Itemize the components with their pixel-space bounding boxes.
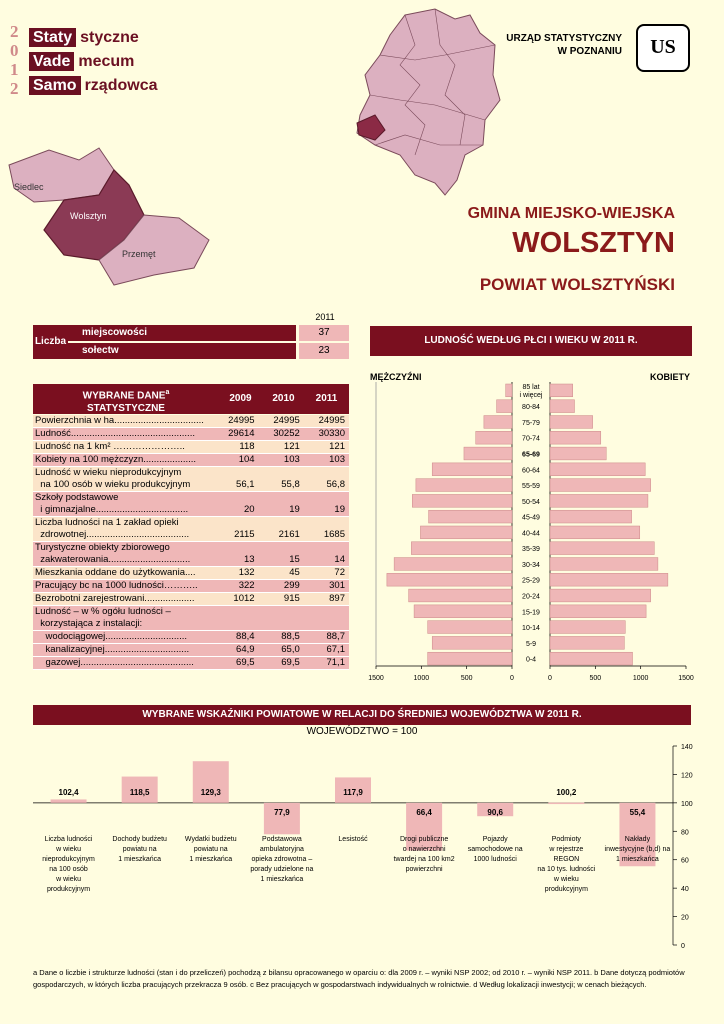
row-label-line: gazowej...........................................	[35, 657, 194, 668]
row-value: 69,5	[281, 657, 300, 668]
row-value: 56,1	[236, 479, 255, 490]
brand-tail: rządowca	[84, 77, 158, 94]
indicator-label: 1 mieszkańca	[616, 855, 659, 863]
liczba-row-label: miejscowości	[82, 327, 148, 338]
row-label-line: Bezrobotni zarejestrowani...................	[35, 593, 195, 604]
pyramid-bar-women	[550, 384, 573, 397]
pyramid-bar-men	[428, 652, 512, 665]
indicator-label: Nakłady	[624, 835, 651, 843]
pyramid-bar-women	[550, 573, 668, 586]
office-line1: URZĄD STATYSTYCZNY	[506, 33, 622, 44]
pyramid-bar-women	[550, 542, 654, 555]
year-digit: 1	[10, 60, 19, 79]
pyramid-bar-women	[550, 463, 645, 476]
row-label	[33, 441, 213, 453]
pyramid-bar-men	[409, 589, 512, 602]
table-row	[33, 454, 349, 467]
pyramid-bar-women	[550, 416, 593, 429]
x-tick-label: 0	[510, 675, 514, 682]
row-label	[33, 567, 213, 579]
row-value: 71,1	[326, 657, 345, 668]
indicator-label: Pojazdy	[482, 835, 508, 843]
county-name: POWIAT WOLSZTYŃSKI	[479, 275, 675, 294]
row-label	[33, 580, 213, 592]
row-value: 20	[243, 504, 255, 515]
row-value: 104	[238, 454, 255, 465]
age-label: 30-34	[522, 561, 540, 569]
liczba-label: Liczba	[33, 325, 68, 359]
table-row	[33, 542, 349, 567]
row-label	[33, 517, 213, 541]
table-row	[33, 657, 349, 670]
brand-box: Samo	[29, 76, 81, 95]
age-label: 75-79	[522, 419, 540, 427]
indicator-label: 1000 ludności	[473, 855, 517, 863]
age-label: 20-24	[522, 593, 540, 601]
indicator-label: twardej na 100 km2	[393, 855, 455, 863]
pyramid-bar-men	[428, 621, 512, 634]
table-row	[33, 631, 349, 644]
row-value: 121	[329, 441, 345, 452]
row-label-line: wodociągowej...............................	[35, 631, 188, 642]
row-value: 15	[289, 554, 300, 565]
row-value: 103	[329, 454, 345, 465]
row-value: 301	[329, 580, 345, 591]
unit-name: WOLSZTYN	[512, 227, 675, 259]
pyramid-bar-women	[550, 652, 633, 665]
y-tick-label: 20	[681, 914, 689, 922]
office-name	[470, 32, 622, 58]
row-value: 72	[334, 567, 345, 578]
indicator-value: 118,5	[129, 787, 150, 797]
row-value: 13	[243, 554, 255, 565]
unit-type: GMINA MIEJSKO-WIEJSKA	[467, 205, 675, 222]
office-line2: W POZNANIU	[557, 46, 622, 57]
liczba-year: 2011	[315, 312, 335, 322]
row-value: 897	[329, 593, 345, 604]
liczba-row	[68, 325, 296, 341]
pyramid-right-label: KOBIETY	[649, 372, 690, 382]
brand-tail: styczne	[80, 29, 139, 46]
population-pyramid	[360, 366, 700, 691]
pyramid-bar-women	[550, 605, 646, 618]
row-value: 103	[283, 454, 300, 465]
row-value: 30252	[273, 428, 300, 439]
table-row	[33, 467, 349, 492]
pyramid-bar-men	[497, 400, 512, 413]
indicator-value: 129,3	[200, 787, 221, 797]
row-value: 24995	[273, 415, 300, 426]
logo-text: US	[650, 36, 676, 58]
brand-tail: mecum	[78, 53, 135, 70]
year-header: 2010	[272, 393, 295, 404]
brand-box: Vade	[29, 52, 74, 71]
indicator-label: 1 mieszkańca	[118, 855, 162, 863]
table-row	[33, 580, 349, 593]
pyramid-bar-men	[411, 542, 512, 555]
liczba-row	[68, 343, 296, 359]
x-tick-label: 1500	[368, 675, 384, 682]
row-value: 1685	[323, 529, 345, 540]
map-label-siedlec: Siedlec	[14, 182, 44, 192]
age-label: 50-54	[522, 498, 540, 506]
indicator-label: ambulatoryjna	[259, 845, 304, 853]
indicator-label: produkcyjnym	[46, 885, 91, 893]
row-value: 65,0	[281, 644, 300, 655]
indicator-bar	[548, 803, 584, 805]
table-row	[33, 606, 349, 631]
y-tick-label: 40	[681, 886, 689, 894]
row-label	[33, 644, 213, 656]
row-value: 45	[289, 567, 300, 578]
indicator-label: w wieku	[553, 875, 579, 883]
row-label	[33, 631, 213, 643]
brand-year	[10, 22, 26, 98]
pyramid-bar-men	[387, 573, 512, 586]
row-label-line: Ludność – w % ogółu ludności –	[35, 606, 171, 617]
indicator-value: 102,4	[58, 787, 79, 797]
x-tick-label: 1500	[678, 675, 694, 682]
indicator-label: porady udzielone na	[250, 865, 314, 873]
year-digit: 2	[10, 79, 19, 98]
age-label: 15-19	[522, 609, 540, 617]
selected-data-table	[33, 415, 349, 670]
row-value: 2161	[278, 529, 300, 540]
selected-title-line1: WYBRANE DANE	[82, 390, 166, 402]
indicator-bar	[51, 799, 87, 802]
map-label-wolsztyn: Wolsztyn	[70, 211, 107, 221]
pyramid-bar-men	[412, 494, 512, 507]
pyramid-title: LUDNOŚĆ WEDŁUG PŁCI I WIEKU W 2011 R.	[370, 326, 692, 356]
row-value: 24995	[318, 415, 345, 426]
pyramid-bar-men	[432, 636, 512, 649]
row-value: 915	[283, 593, 300, 604]
selected-data-title	[33, 384, 219, 414]
row-label	[33, 657, 213, 669]
pyramid-bar-men	[432, 463, 512, 476]
footnote-line: gospodarczych, w których liczba pracujących przekracza 9 osób. c Bez pracujących w gospodarstwach indywidualnych w rolnictwie. d Według lokalizacji inwestycji; w cenach bieżących.	[33, 980, 647, 989]
row-label-line: Powierzchnia w ha..................................	[35, 415, 204, 426]
pyramid-bar-men	[506, 384, 512, 397]
pyramid-bar-women	[550, 558, 658, 571]
x-tick-label: 0	[548, 675, 552, 682]
pyramid-bar-men	[420, 526, 512, 539]
table-row	[33, 517, 349, 542]
pyramid-left-label: MĘŻCZYŹNI	[370, 372, 422, 382]
row-value: 132	[238, 567, 255, 578]
pyramid-bar-women	[550, 479, 651, 492]
indicator-value: 90,6	[487, 807, 504, 817]
indicator-label: na 10 tys. ludności	[537, 865, 596, 873]
pyramid-bar-men	[394, 558, 512, 571]
y-tick-label: 140	[681, 744, 693, 751]
row-label	[33, 542, 213, 566]
age-label: 85 lat	[522, 384, 540, 391]
row-value: 55,8	[281, 479, 300, 490]
pyramid-bar-women	[550, 510, 632, 523]
x-tick-label: 1000	[413, 675, 430, 682]
x-tick-label: 500	[589, 675, 602, 682]
indicators-title: WYBRANE WSKAŹNIKI POWIATOWE W RELACJI DO ŚREDNIEJ WOJEWÓDZTWA W 2011 R.	[33, 705, 691, 725]
indicator-label: Drogi publiczne	[399, 835, 449, 843]
row-value: 88,7	[326, 631, 345, 642]
x-tick-label: 500	[460, 675, 473, 682]
year-digit: 2	[10, 22, 19, 41]
pyramid-bar-men	[416, 479, 512, 492]
age-label: i więcej	[519, 392, 543, 399]
row-value: 69,5	[236, 657, 255, 668]
indicator-label: Lesistość	[338, 835, 368, 843]
table-row	[33, 428, 349, 441]
indicator-label: 1 mieszkańca	[260, 875, 304, 883]
indicator-label: opieka zdrowotna –	[251, 855, 313, 863]
indicator-label: nieprodukcyjnym	[42, 855, 95, 863]
row-label	[33, 467, 213, 491]
indicator-label: Wydatki budżetu	[184, 835, 237, 843]
pyramid-bar-men	[476, 431, 512, 444]
indicator-label: produkcyjnym	[544, 885, 588, 893]
row-label-line: Pracujący bc na 1000 ludności………..	[35, 580, 198, 591]
age-label: 35-39	[522, 546, 540, 554]
indicator-label: w wieku	[56, 845, 82, 853]
liczba-row-label: sołectw	[82, 345, 119, 356]
indicator-value: 117,9	[343, 787, 363, 797]
selected-data-header	[33, 384, 349, 414]
row-label-line: Mieszkania oddane do użytkowania....	[35, 567, 196, 578]
x-tick-label: 1000	[632, 675, 649, 682]
indicator-label: Dochody budżetu	[112, 835, 167, 843]
brand-line	[29, 74, 162, 98]
age-label: 10-14	[522, 625, 540, 633]
row-label	[33, 606, 213, 630]
indicator-label: Podmioty	[551, 835, 581, 843]
pyramid-bar-women	[550, 494, 648, 507]
liczba-value: 37	[299, 325, 349, 341]
table-row	[33, 415, 349, 428]
indicator-label: na 100 osób	[49, 865, 88, 873]
indicator-label: powiatu na	[122, 845, 157, 853]
row-label-line: Turystyczne obiekty zbiorowego	[35, 542, 170, 553]
liczba-value: 23	[299, 343, 349, 359]
indicator-label: samochodowe na	[467, 845, 523, 853]
y-tick-label: 120	[681, 772, 693, 780]
row-label	[33, 492, 213, 516]
row-value: 121	[283, 441, 300, 452]
y-tick-label: 100	[681, 800, 693, 808]
pyramid-bar-women	[550, 621, 625, 634]
row-label	[33, 454, 213, 466]
year-header: 2009	[229, 393, 252, 404]
row-value: 88,5	[281, 631, 300, 642]
row-value: 19	[334, 504, 345, 515]
row-value: 64,9	[236, 644, 255, 655]
row-label-line: Ludność w wieku nieprodukcyjnym	[35, 467, 182, 478]
pyramid-bar-women	[550, 589, 651, 602]
age-label: 60-64	[522, 467, 540, 475]
table-row	[33, 593, 349, 606]
indicator-label: o nawierzchni	[402, 845, 446, 853]
indicator-label: w rejestrze	[549, 845, 584, 853]
table-row	[33, 567, 349, 580]
row-value: 88,4	[236, 631, 255, 642]
row-label-line: Liczba ludności na 1 zakład opieki	[35, 517, 179, 528]
map-label-przemet: Przemęt	[122, 249, 156, 259]
row-label-line: kanalizacyjnej................................	[35, 644, 190, 655]
indicator-value: 66,4	[416, 807, 432, 817]
row-label	[33, 593, 213, 605]
pyramid-bar-women	[550, 400, 574, 413]
row-value: 299	[283, 580, 300, 591]
year-digit: 0	[10, 41, 19, 60]
row-value: 19	[289, 504, 300, 515]
indicator-value: 77,9	[274, 807, 290, 817]
pyramid-bar-men	[464, 447, 512, 460]
table-row	[33, 492, 349, 517]
age-label: 65-69	[522, 451, 540, 459]
brand-box: Staty	[29, 28, 76, 47]
indicators-subtitle: WOJEWÓDZTWO = 100	[306, 726, 418, 737]
indicator-label: w wieku	[56, 875, 82, 883]
brand-logo	[29, 26, 162, 98]
indicator-label: 1 mieszkańca	[189, 855, 233, 863]
footnotes	[33, 967, 693, 991]
age-label: 40-44	[522, 530, 540, 538]
row-label-line: Ludność...............................................	[35, 428, 195, 439]
indicator-label: REGON	[553, 855, 580, 863]
row-value: 30330	[318, 428, 345, 439]
row-label-line: zakwaterowania...............................	[35, 554, 191, 565]
selected-title-sup: a	[165, 389, 170, 396]
pyramid-bar-women	[550, 447, 606, 460]
row-value: 322	[238, 580, 255, 591]
y-tick-label: 0	[681, 943, 685, 950]
indicator-label: powierzchni	[405, 865, 443, 873]
age-label: 80-84	[522, 404, 540, 412]
age-label: 25-29	[522, 577, 540, 585]
row-value: 14	[334, 554, 345, 565]
pyramid-bar-men	[414, 605, 512, 618]
row-value: 2115	[234, 529, 255, 540]
row-label-line: na 100 osób w wieku produkcyjnym	[35, 479, 191, 490]
pyramid-bar-women	[550, 636, 624, 649]
row-value: 67,1	[326, 644, 345, 655]
row-value: 118	[239, 441, 255, 452]
age-label: 0-4	[525, 656, 537, 664]
pyramid-bar-women	[550, 526, 640, 539]
row-value: 1012	[233, 593, 255, 604]
y-tick-label: 60	[681, 857, 689, 865]
local-map	[4, 140, 214, 290]
row-label-line: Szkoły podstawowe	[35, 492, 119, 503]
row-label-line: i gimnazjalne...................................	[35, 504, 189, 515]
indicator-value: 100,2	[556, 787, 577, 797]
indicator-label: powiatu na	[193, 845, 228, 853]
row-label-line: Kobiety na 100 mężczyzn....................	[35, 454, 197, 465]
footnote-line: a Dane o liczbie i strukturze ludności (stan i do przeliczeń) pochodzą z bilansu opracowanego w oparciu o: dla 2009 r. – wyniki NSP 2002; od 2010 r. – wyniki NSP 2011. b Dane dotyczą podmiotów	[33, 968, 685, 977]
row-label-line: korzystająca z instalacji:	[35, 618, 143, 629]
row-value: 29614	[228, 428, 255, 439]
pyramid-bar-men	[484, 416, 512, 429]
indicator-label: Podstawowa	[262, 835, 302, 843]
age-label: 70-74	[522, 435, 540, 443]
age-label: 55-59	[522, 483, 540, 491]
row-label-line: Ludność na 1 km² …………………..	[35, 441, 185, 452]
office-logo	[636, 24, 690, 72]
pyramid-bar-women	[550, 431, 601, 444]
pyramid-bar-men	[429, 510, 512, 523]
indicator-label: Liczba ludności	[44, 835, 93, 843]
selected-title-line2: STATYSTYCZNE	[87, 403, 165, 415]
year-header: 2011	[315, 393, 338, 404]
brand-line	[29, 50, 162, 74]
brand-line	[29, 26, 162, 50]
table-row	[33, 644, 349, 657]
age-label: 45-49	[522, 514, 540, 522]
row-value: 24995	[228, 415, 255, 426]
row-label-line: zdrowotnej.......................................	[35, 529, 190, 540]
row-label	[33, 428, 213, 440]
row-value: 56,8	[326, 479, 345, 490]
indicator-label: inwestycyjne (b,d) na	[604, 845, 671, 853]
age-label: 5-9	[525, 640, 537, 648]
y-tick-label: 80	[681, 829, 689, 837]
row-label	[33, 415, 213, 427]
table-row	[33, 441, 349, 454]
indicators-chart	[30, 738, 710, 953]
indicator-value: 55,4	[629, 807, 646, 817]
